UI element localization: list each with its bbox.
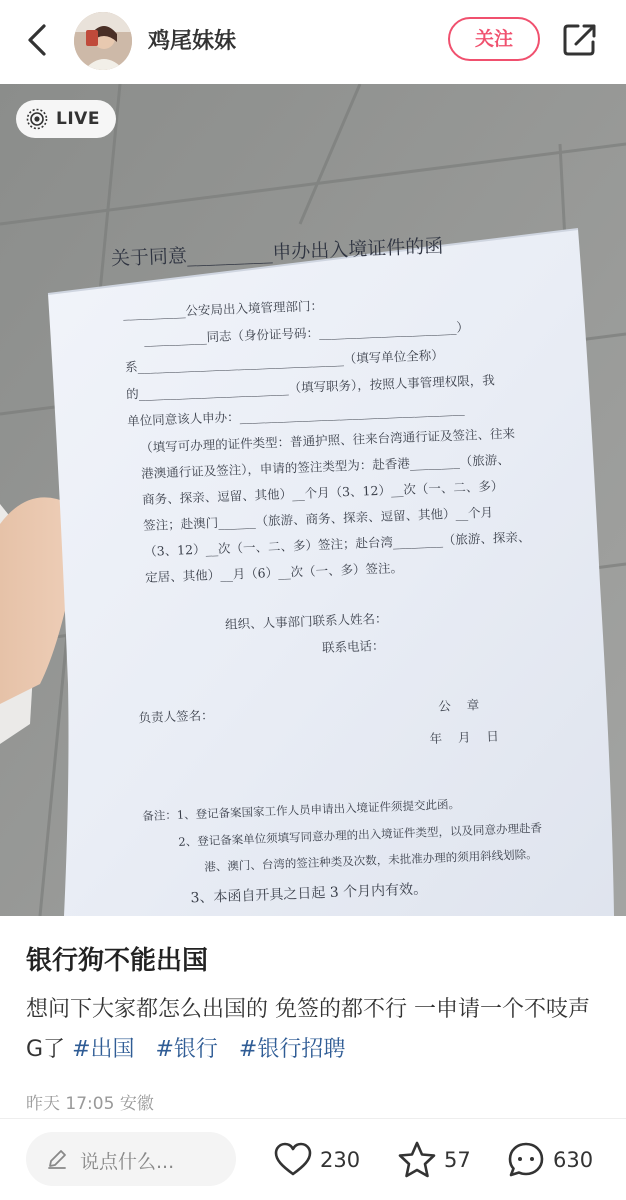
share-button[interactable] bbox=[560, 20, 600, 60]
document-line: 商务、探亲、逗留、其他）__个月（3、12）__次（一、二、多） bbox=[141, 478, 504, 507]
comment-icon bbox=[505, 1139, 547, 1181]
date-label: 年 月 日 bbox=[429, 728, 500, 747]
hashtag-link[interactable]: #出国 bbox=[72, 1037, 135, 1062]
document-line: （3、12）__次（一、二、多）签注；赴台湾________（旅游、探亲、 bbox=[143, 529, 531, 559]
document-line: 系_________________________________（填写单位全称） bbox=[124, 347, 444, 375]
document-line: __________同志（身份证号码：______________________） bbox=[143, 319, 470, 347]
post-title: 银行狗不能出国 bbox=[26, 946, 209, 976]
favorite-count: 57 bbox=[444, 1148, 471, 1172]
document-note: 港、澳门、台湾的签注种类及次数，未批准办理的须用斜线划除。 bbox=[204, 847, 538, 874]
comment-input[interactable] bbox=[26, 1132, 236, 1186]
document bbox=[110, 216, 606, 914]
divider bbox=[0, 1118, 626, 1119]
comment-button[interactable] bbox=[505, 1138, 593, 1182]
document-note: 备注：1、登记备案国家工作人员申请出入境证件须提交此函。 bbox=[142, 796, 461, 824]
comment-placeholder: 说点什么... bbox=[80, 1151, 175, 1173]
document-line: 单位同意该人申办：____________________________________ bbox=[126, 400, 465, 429]
live-icon bbox=[26, 108, 48, 130]
document-note: 3、本函自开具之日起 3 个月内有效。 bbox=[190, 881, 428, 907]
comment-count: 630 bbox=[553, 1148, 594, 1172]
star-icon bbox=[396, 1139, 438, 1181]
post-meta bbox=[26, 1089, 154, 1114]
hashtag-link[interactable]: #银行招聘 bbox=[238, 1037, 346, 1062]
like-button[interactable] bbox=[272, 1138, 360, 1182]
hashtag-link[interactable]: #银行 bbox=[155, 1037, 218, 1062]
document-line: 的________________________（填写职务），按照人事管理权限，我 bbox=[125, 372, 495, 402]
contact-name-label: 组织、人事部门联系人姓名： bbox=[224, 610, 388, 632]
author-name[interactable]: 鸡尾妹妹 bbox=[148, 29, 237, 54]
document-line: __________公安局出入境管理部门： bbox=[122, 297, 324, 321]
document-note: 2、登记备案单位须填写同意办理的出入境证件类型，以及同意办理赴香 bbox=[178, 820, 543, 849]
back-button[interactable] bbox=[22, 18, 56, 62]
document-line: 定居、其他）__月（6）__次（一、多）签注。 bbox=[144, 560, 404, 585]
document-line: 港澳通行证及签注），申请的签注类型为：赴香港________（旅游、 bbox=[140, 451, 510, 481]
live-label: LIVE bbox=[56, 109, 100, 129]
document-line: （填写可办理的证件类型：普通护照、往来台湾通行证及签注、往来 bbox=[139, 425, 516, 455]
back-arrow-icon bbox=[22, 18, 56, 62]
pen-icon bbox=[46, 1148, 68, 1170]
post-body bbox=[26, 990, 606, 1070]
post-photo[interactable] bbox=[0, 84, 626, 916]
share-icon bbox=[560, 20, 600, 60]
heart-icon bbox=[272, 1139, 314, 1181]
top-bar bbox=[0, 0, 626, 84]
post-location: 安徽 bbox=[119, 1094, 154, 1114]
like-count: 230 bbox=[320, 1148, 361, 1172]
post-body-text: 想问下大家都怎么出国的 免签的都不行 一申请一个不吱声 G了 bbox=[26, 997, 590, 1062]
seal-label: 公 章 bbox=[438, 697, 480, 714]
post-time: 昨天 17:05 bbox=[26, 1094, 115, 1114]
document-title: 关于同意_________申办出入境证件的函 bbox=[110, 235, 444, 270]
avatar[interactable] bbox=[74, 12, 132, 70]
signature-label: 负责人签名： bbox=[138, 707, 214, 726]
favorite-button[interactable] bbox=[396, 1138, 471, 1182]
contact-phone-label: 联系电话： bbox=[321, 637, 385, 656]
document-line: 签注；赴澳门______（旅游、商务、探亲、逗留、其他）__个月 bbox=[142, 504, 494, 533]
live-badge[interactable] bbox=[16, 100, 116, 138]
follow-button[interactable]: 关注 bbox=[448, 17, 540, 61]
